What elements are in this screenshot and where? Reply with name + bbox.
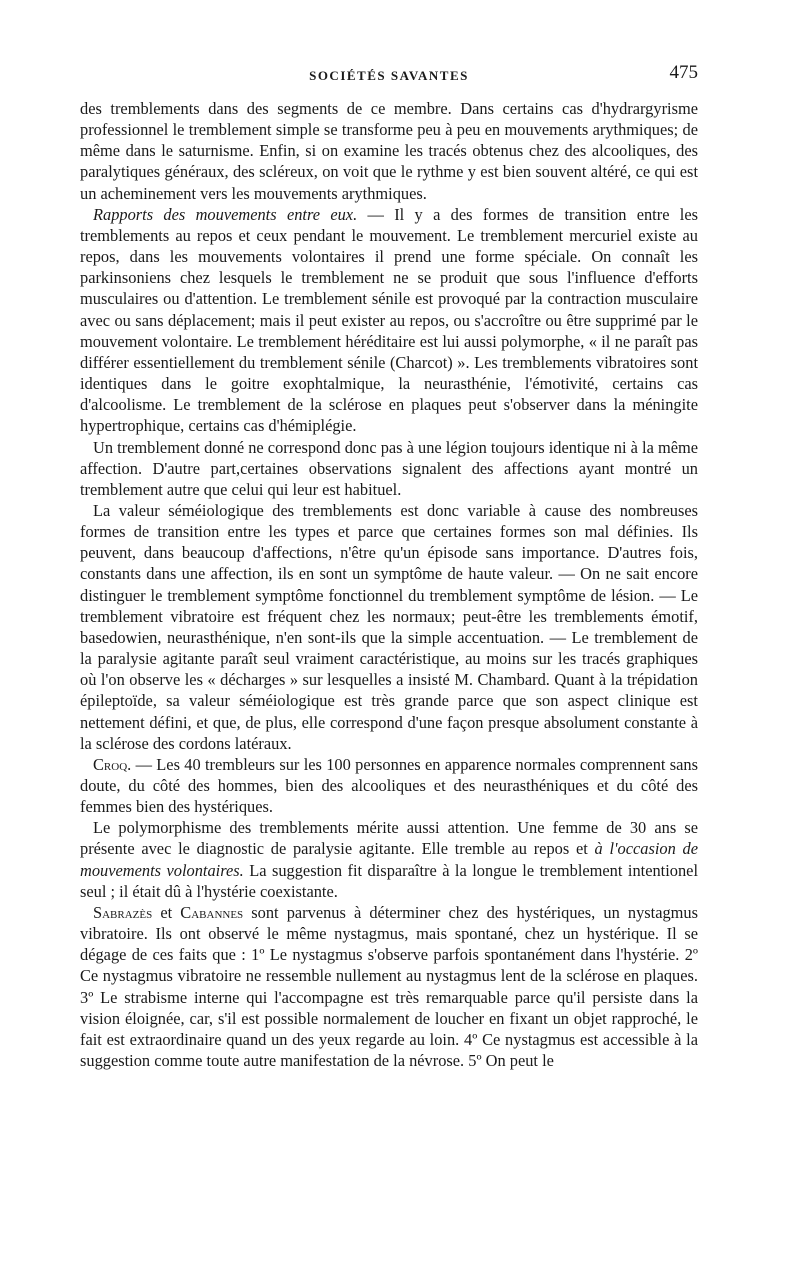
running-title: SOCIÉTÉS SAVANTES — [309, 68, 469, 83]
paragraph-lead-italic: Rapports des mouvements entre eux. — [93, 204, 358, 224]
paragraph-text-after: La suggestion fit disparaître à la longue le tremblement intentionel seul ; il était dû à l'hystérie coexistante. — [80, 860, 698, 901]
paragraph-conjunction: et — [152, 902, 181, 922]
paragraph-4 — [80, 500, 698, 754]
body-text — [80, 98, 698, 1071]
paragraph-text: — Les 40 trembleurs sur les 100 personnes en apparence normales comprennent sans doute, du côté des hommes, bien des alcooliques et des neurasthéniques et du côté des femmes bien des hystériques. — [80, 754, 698, 817]
paragraph-text: sont parvenus à déterminer chez des hystériques, un nystagmus vibratoire. Ils ont observé le même nystagmus, mais spontané, chez un hystérique. Il se dégage de ces faits que : 1º Le nystagmus s'observe parfois spontanément dans l'hystérie. 2º Ce nystagmus vibratoire ne ressemble nullement au nystagmus lent de la sclérose en plaques. 3º Le strabisme interne qui l'accompagne est très remarquable parce qu'il persiste dans la vision éloignée, car, s'il est possible normalement de loucher en fixant un objet rapproché, le fait est extraordinaire quand un des yeux regarde au loin. 4º Ce nystagmus est accessible à la suggestion comme toute autre manifestation de la névrose. 5º On peut le — [80, 902, 698, 1071]
paragraph-1 — [80, 98, 698, 204]
author-name: Croq. — [93, 754, 132, 774]
paragraph-6 — [80, 817, 698, 902]
paragraph-text: Le polymorphisme des tremblements mérite aussi attention. Une femme de 30 ans se présente avec le diagnostic de paralysie agitante. Elle tremble au repos et — [80, 818, 698, 859]
paragraph-3 — [80, 437, 698, 500]
paragraph-italic: à l'occasion de mouvements volontaires. — [80, 839, 698, 880]
paragraph-text: des tremblements dans des segments de ce membre. Dans certains cas d'hydrargyrisme professionnel le tremblement simple se transforme peu à peu en mouvements arythmiques; de même dans le saturnisme. Enfin, si on examine les tracés obtenus chez des alcooliques, des paralytiques généraux, des scléreux, on voit que le rythme y est bien souvent altéré, ce qui est un acheminement vers les mouvements arythmiques. — [80, 99, 698, 203]
paragraph-7 — [80, 902, 698, 1071]
paragraph-text: Un tremblement donné ne correspond donc pas à une légion toujours identique ni à la même affection. D'autre part,certaines observations signalent des affections ayant montré un tremblement autre que celui qui leur est habituel. — [80, 437, 698, 499]
paragraph-2 — [80, 204, 698, 437]
author-name: Sabrazès — [93, 902, 153, 922]
page-header — [80, 62, 698, 92]
page-number: 475 — [669, 62, 698, 83]
paragraph-5 — [80, 754, 698, 817]
paragraph-text: La valeur séméiologique des tremblements est donc variable à cause des nombreuses formes de transition entre les types et parce que certaines formes son mal définies. Ils peuvent, dans beaucoup d'affections, n'être qu'un épisode sans importance. D'autres fois, constants dans une affection, ils en sont un symptôme de haute valeur. — On ne sait encore distinguer le tremblement symptôme fonctionnel du tremblement symptôme de lésion. — Le tremblement vibratoire est fréquent chez les normaux; peut-être les tremblements émotif, basedowien, neurasthénique, n'en sont-ils que la simple accentuation. — Le tremblement de la paralysie agitante paraît seul vraiment caractéristique, au moins sur les tracés graphiques où l'on observe les « décharges » sur lesquelles a insisté M. Chambard. Quant à la trépidation épileptoïde, sa valeur séméiologique est très grande parce que son aspect clinique est nettement défini, et que, de plus, elle correspond d'une façon presque absolument constante à la sclérose des cordons latéraux. — [80, 500, 698, 753]
author-name-2: Cabannes — [180, 902, 244, 922]
paragraph-text: — Il y a des formes de transition entre les tremblements au repos et ceux pendant le mouvement. Le tremblement mercuriel existe au repos, dans les mouvements volontaires il prend une forme spéciale. On connaît les parkinsoniens chez lesquels le tremblement ne se produit que sous l'influence d'efforts musculaires ou d'attention. Le tremblement sénile est provoqué par la contraction musculaire avec ou sans déplacement; mais il peut exister au repos, ou s'accroître ou être supprimé par le mouvement volontaire. Le tremblement héréditaire est lui aussi polymorphe, « il ne paraît pas différer essentiellement du tremblement sénile (Charcot) ». Les tremblements vibratoires sont identiques dans le goitre exophtalmique, la neurasthénie, l'émotivité, certains cas d'alcoolisme. Le tremblement de la sclérose en plaques peut s'observer dans la méningite hypertrophique, certains cas d'hémiplégie. — [80, 204, 699, 436]
